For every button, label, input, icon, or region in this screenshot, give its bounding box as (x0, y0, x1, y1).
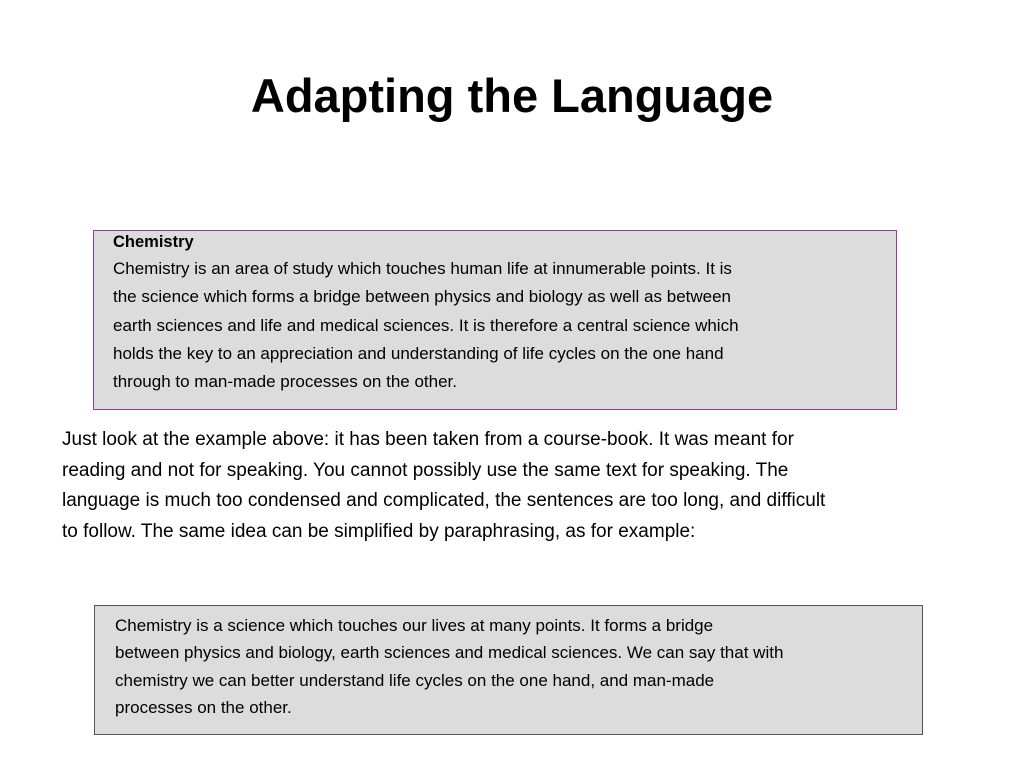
original-text-body: Chemistry is an area of study which touches human life at innumerable points. It is the science which forms a bridge between physics and biology as well as between earth sciences and life and medical sciences. It is therefore a central science which holds the key to an appreciation and understanding of life cycles on the one hand through to man-made processes on the other. (113, 259, 739, 392)
commentary-paragraph: Just look at the example above: it has been taken from a course-book. It was meant for reading and not for speaking. You cannot possibly use the same text for speaking. The language is much too condensed and complicated, the sentences are too long, and difficult to follow. The same idea can be simplified by paraphrasing, as for example: (62, 429, 826, 542)
original-text-heading: Chemistry (113, 233, 194, 251)
slide-title: Adapting the Language (250, 69, 774, 122)
simplified-text-body: Chemistry is a science which touches our lives at many points. It forms a bridge between physics and biology, earth sciences and medical sciences. We can say that with chemistry we can better understand life cycles on the one hand, and man-made processes on the other. (115, 616, 784, 717)
simplified-text-box (94, 605, 923, 735)
original-text-box (93, 230, 897, 410)
